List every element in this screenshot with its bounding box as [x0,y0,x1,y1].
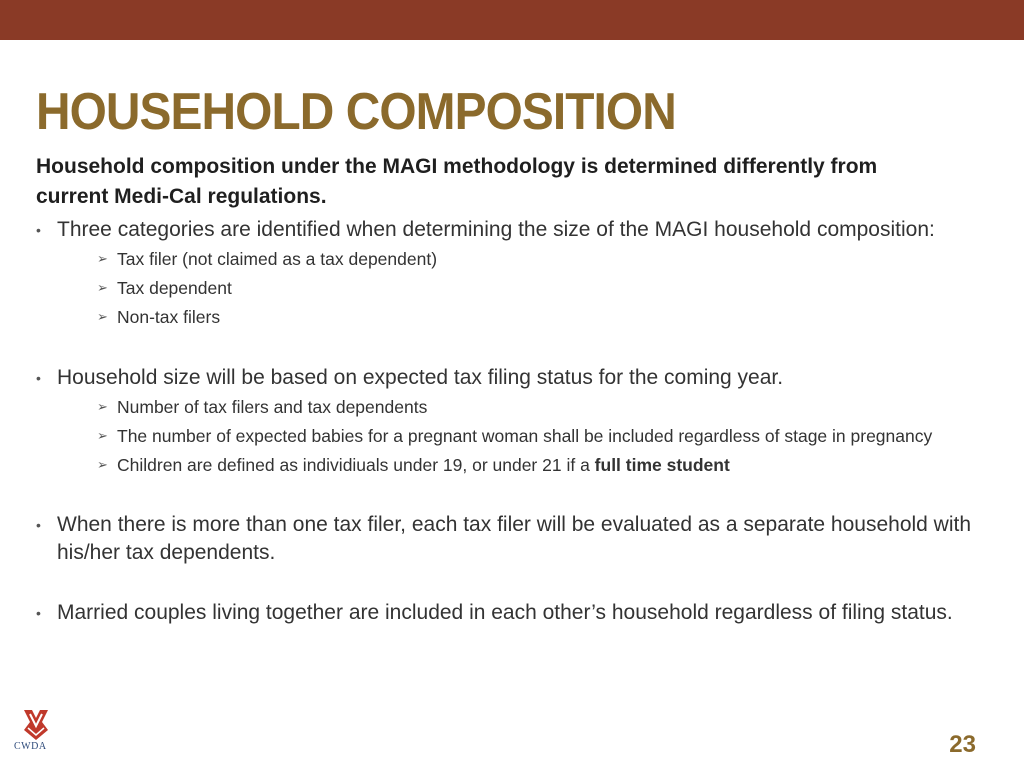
page-number: 23 [949,731,976,758]
bullet-text: When there is more than one tax filer, each tax filer will be evaluated as a separate household with his/her tax dependents. [57,513,972,564]
bullet-icon: • [36,222,41,238]
bullet-text: Three categories are identified when determining the size of the MAGI household composition: [57,218,935,241]
sub-item [97,247,996,271]
bullet-icon: • [36,370,41,386]
sub-item [97,424,996,448]
bullet-icon: • [36,517,41,533]
arrow-bullet-icon: ➢ [97,280,108,295]
sub-item-emphasis: full time student [594,455,730,475]
arrow-bullet-icon: ➢ [97,251,108,266]
arrow-bullet-icon: ➢ [97,309,108,324]
arrow-bullet-icon: ➢ [97,457,108,472]
sub-list [97,247,996,329]
sub-item-text: Tax dependent [117,278,232,298]
bullet-item [36,599,996,627]
bullet-text: Married couples living together are included in each other’s household regardless of filing status. [57,601,953,624]
sub-item [97,395,996,419]
arrow-bullet-icon: ➢ [97,399,108,414]
bullet-icon: • [36,605,41,621]
sub-item [97,305,996,329]
slide-title: HOUSEHOLD COMPOSITION [36,83,676,141]
sub-item [97,453,996,477]
bullet-item [36,364,996,392]
bullet-list [36,216,996,627]
sub-item-text: The number of expected babies for a pregnant woman shall be included regardless of stage in pregnancy [117,426,933,446]
sub-item-text: Non-tax filers [117,307,221,327]
bullet-item [36,511,996,567]
arrow-bullet-icon: ➢ [97,428,108,443]
sub-item-text: Tax filer (not claimed as a tax dependent) [117,249,438,269]
sub-item-text: Children are defined as individiuals under 19, or under 21 if a [117,455,595,475]
sub-list [97,395,996,477]
logo-text: CWDA [14,741,47,752]
sub-item [97,276,996,300]
top-banner [0,0,1024,40]
bullet-text: Household size will be based on expected tax filing status for the coming year. [57,366,784,389]
bullet-item [36,216,996,244]
slide-subtitle: Household composition under the MAGI methodology is determined differently from current Medi-Cal regulations. [36,155,878,208]
sub-item-text: Number of tax filers and tax dependents [117,397,428,417]
